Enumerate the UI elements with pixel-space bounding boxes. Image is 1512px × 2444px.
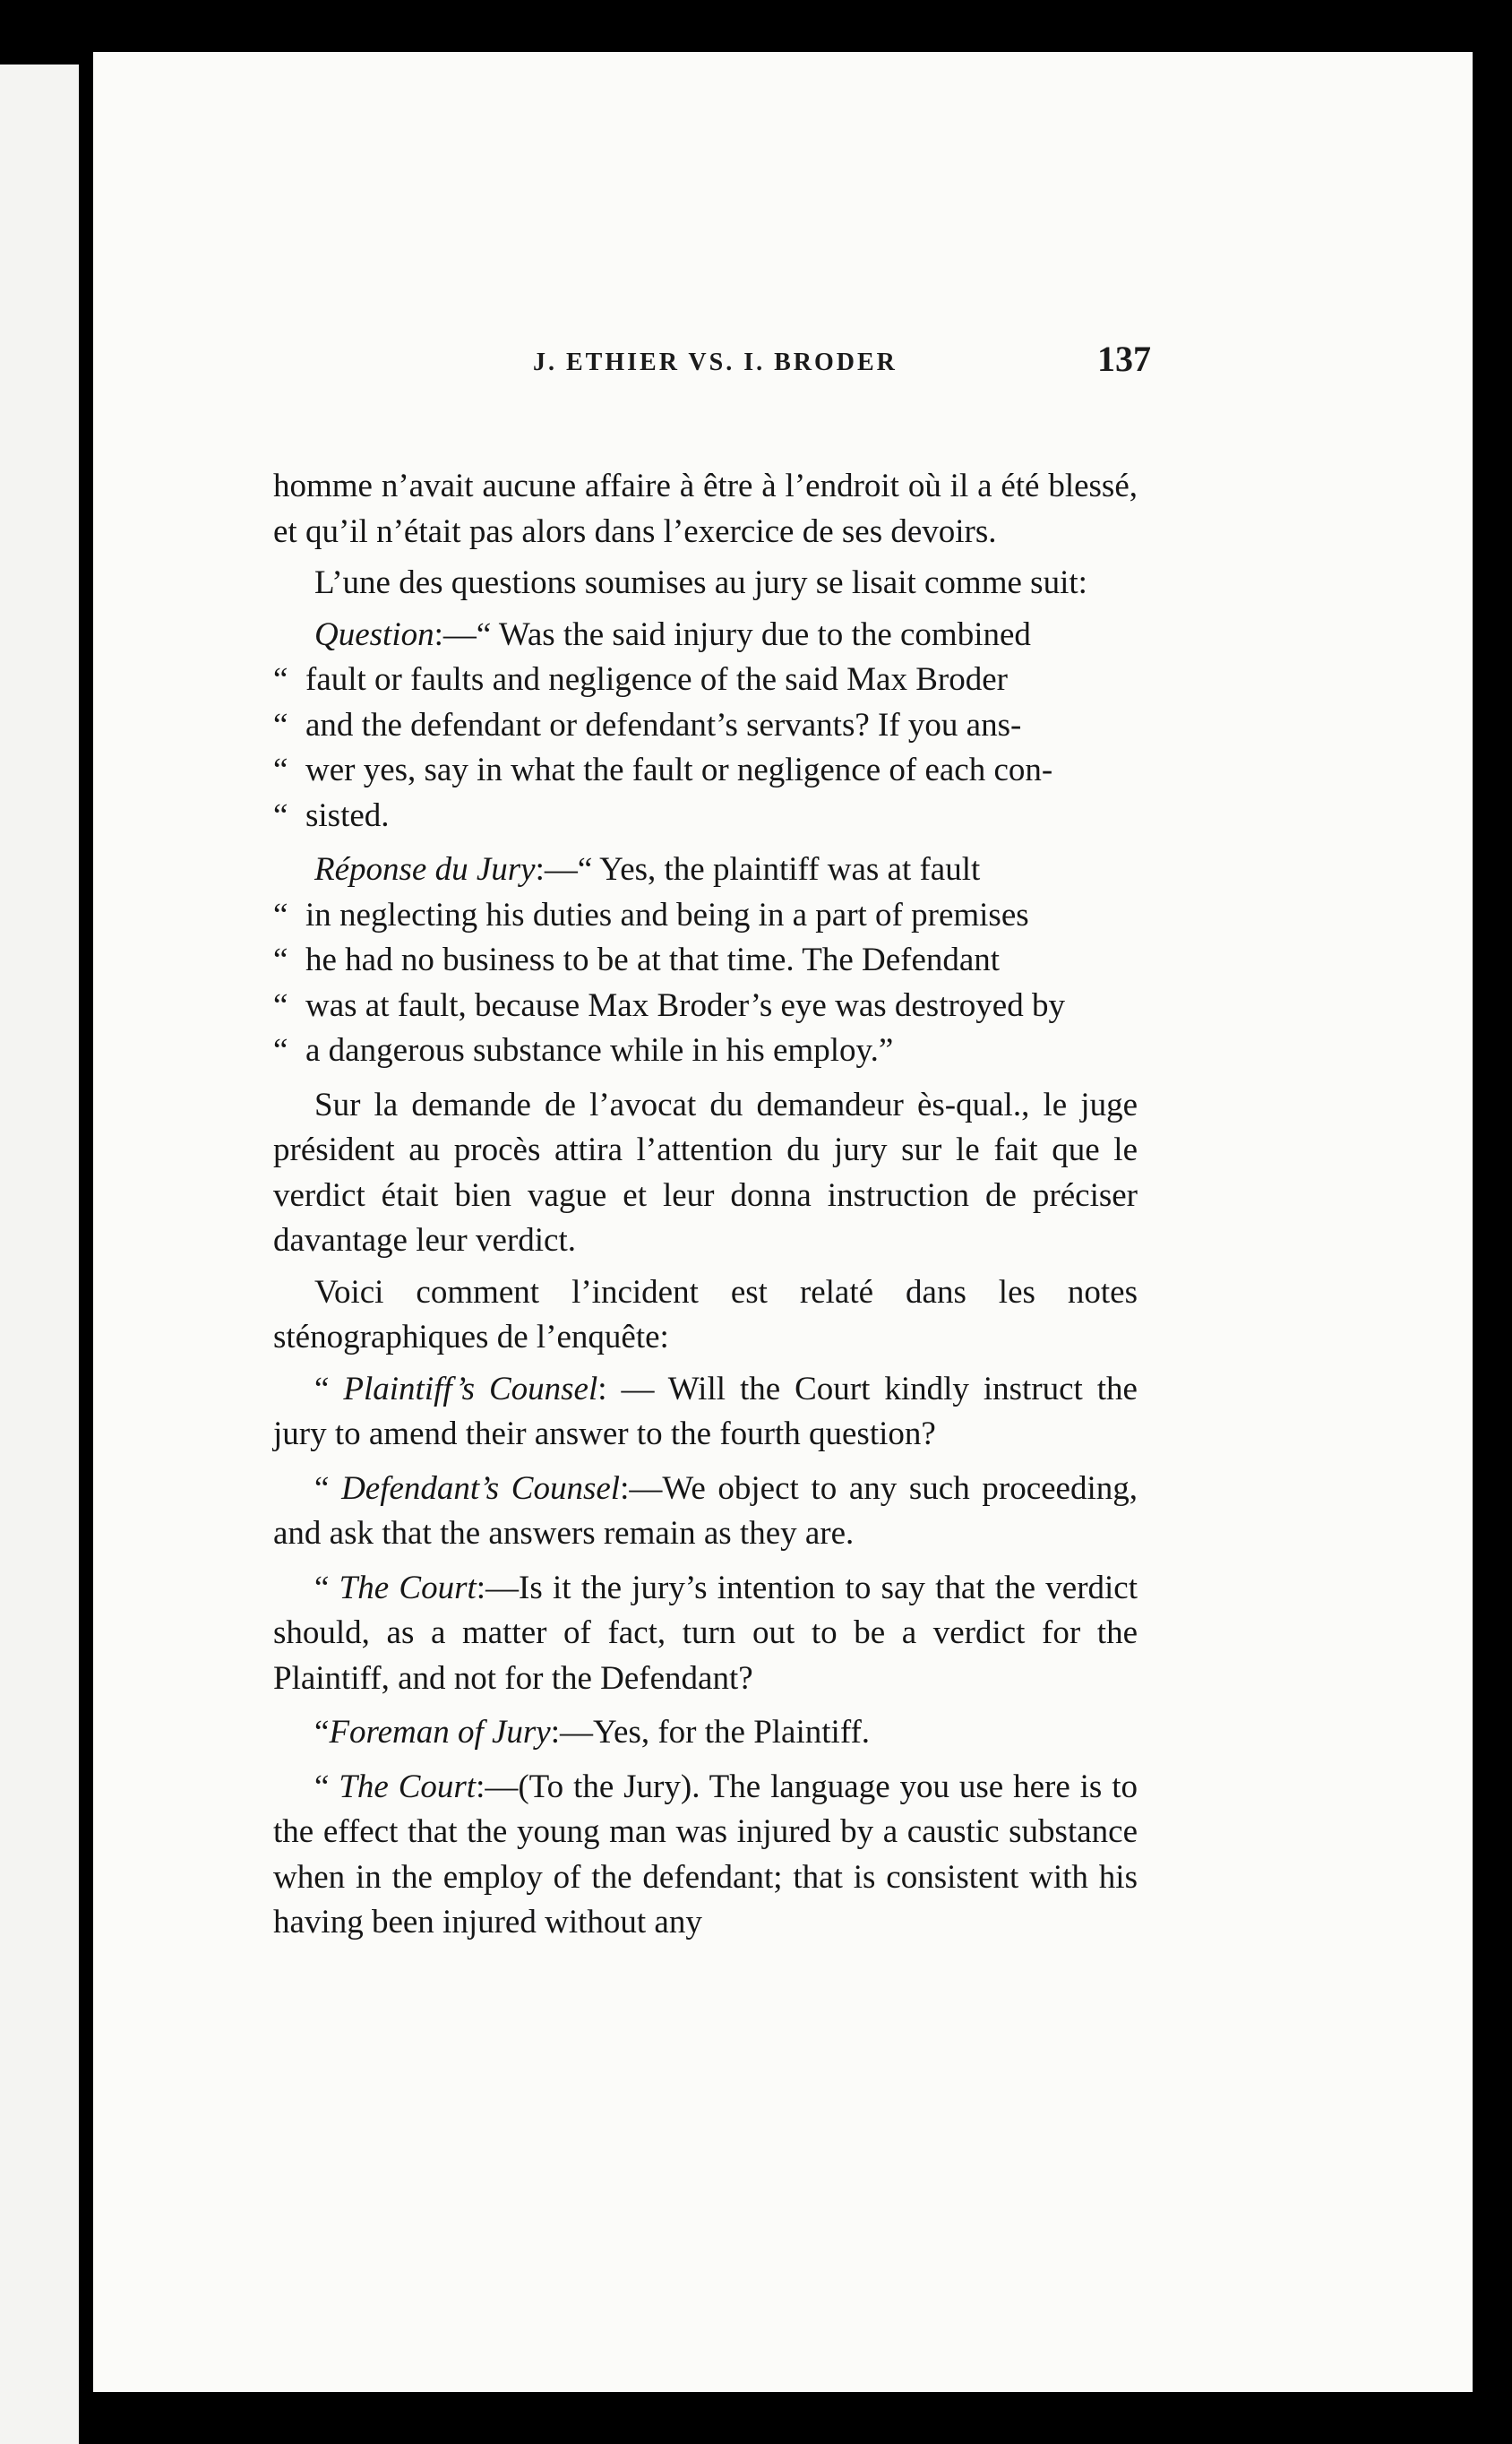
dialogue-entry: “ Defendant’s Counsel:—We object to any such proceeding, and ask that the answers remain as they are. (273, 1469, 1138, 1552)
dialogue-entry: “Foreman of Jury:—Yes, for the Plaintiff. (314, 1714, 871, 1751)
reponse-line: “ in neglecting his duties and being in a part of premises (273, 893, 1138, 939)
dialogue-text: :—Yes, for the Plaintiff. (550, 1714, 871, 1751)
reponse-label: Réponse du Jury (314, 851, 536, 888)
quote-mark: “ (273, 706, 288, 744)
paragraph: Voici comment l’incident est relaté dans les notes sténographiques de l’enquête: (273, 1273, 1138, 1355)
speaker-name: Plaintiff’s Counsel (343, 1370, 598, 1407)
speaker-name: The Court (339, 1768, 477, 1805)
question-line: “ wer yes, say in what the fault or negligence of each con- (273, 748, 1138, 794)
quote-mark: “ (273, 986, 288, 1024)
question-lead: :—“ Was the said injury due to the combined (434, 615, 1031, 653)
reponse-line: “ was at fault, because Max Broder’s eye was destroyed by (273, 984, 1138, 1029)
dialogue-text: :—We object to any such proceeding, and ask that the answers remain as they are. (273, 1469, 1138, 1552)
running-title: J. ETHIER VS. I. BRODER (533, 349, 898, 376)
dialogue-entry: “ Plaintiff’s Counsel: — Will the Court kindly instruct the jury to amend their answer to the fourth question? (273, 1370, 1138, 1452)
dialogue-entry: “ The Court:—(To the Jury). The language you use here is to the effect that the young man was injured by a caustic substance when in the employ of the defendant; that is consistent with his having been injured without any (273, 1768, 1138, 1941)
paragraph: L’une des questions soumises au jury se lisait comme suit: (314, 564, 1087, 601)
reponse-line: “ he had no business to be at that time. The Defendant (273, 938, 1138, 984)
quote-mark: “ (273, 752, 288, 788)
dialogue-text: :—Is it the jury’s intention to say that the verdict should, as a matter of fact, turn out to be a verdict for the Plaintiff, and not for the Defendant? (273, 1569, 1138, 1697)
facing-page-edge (0, 65, 79, 2444)
dialogue-text: : — Will the Court kindly instruct the jury to amend their answer to the fourth question? (273, 1370, 1138, 1452)
quote-mark: “ (273, 661, 288, 698)
running-head (273, 336, 1151, 400)
question-line: “ and the defendant or defendant’s servants? If you ans- (273, 703, 1138, 749)
dialogue-entry: “ The Court:—Is it the jury’s intention to say that the verdict should, as a matter of fact, turn out to be a verdict for the Plaintiff, and not for the Defendant? (273, 1569, 1138, 1697)
reponse-line: “ a dangerous substance while in his employ.” (273, 1028, 1138, 1074)
paragraph: Sur la demande de l’avocat du demandeur ès-qual., le juge président au procès attira l’attention du jury sur le fait que le verdict était bien vague et leur donna instruction de préciser davantage leur verdict. (273, 1086, 1138, 1259)
quote-mark: “ (273, 796, 288, 834)
reponse-block (273, 848, 1138, 1074)
page-number: 137 (1097, 339, 1151, 379)
body-text (273, 464, 1138, 1955)
reponse-lead: :—“ Yes, the plaintiff was at fault (535, 851, 981, 888)
question-block (273, 613, 1138, 839)
question-line: “ sisted. (273, 794, 1138, 839)
speaker-name: Defendant’s Counsel (341, 1469, 621, 1507)
speaker-name: The Court (339, 1569, 477, 1606)
speaker-name: Foreman of Jury (329, 1714, 551, 1751)
dialogue-text: :—(To the Jury). The language you use here is to the effect that the young man was injured by a caustic substance when in the employ of the defendant; that is consistent with his having been injured without any (273, 1768, 1138, 1941)
paragraph: homme n’avait aucune affaire à être à l’endroit où il a été blessé, et qu’il n’était pas alors dans l’exercice de ses devoirs. (273, 468, 1138, 550)
question-line: “ fault or faults and negligence of the said Max Broder (273, 658, 1138, 703)
reponse-first-line (273, 848, 1138, 893)
quote-mark: “ (273, 942, 288, 978)
quote-mark: “ (273, 1032, 288, 1069)
quote-mark: “ (273, 896, 288, 934)
question-first-line (273, 613, 1138, 658)
question-label: Question (314, 615, 434, 653)
